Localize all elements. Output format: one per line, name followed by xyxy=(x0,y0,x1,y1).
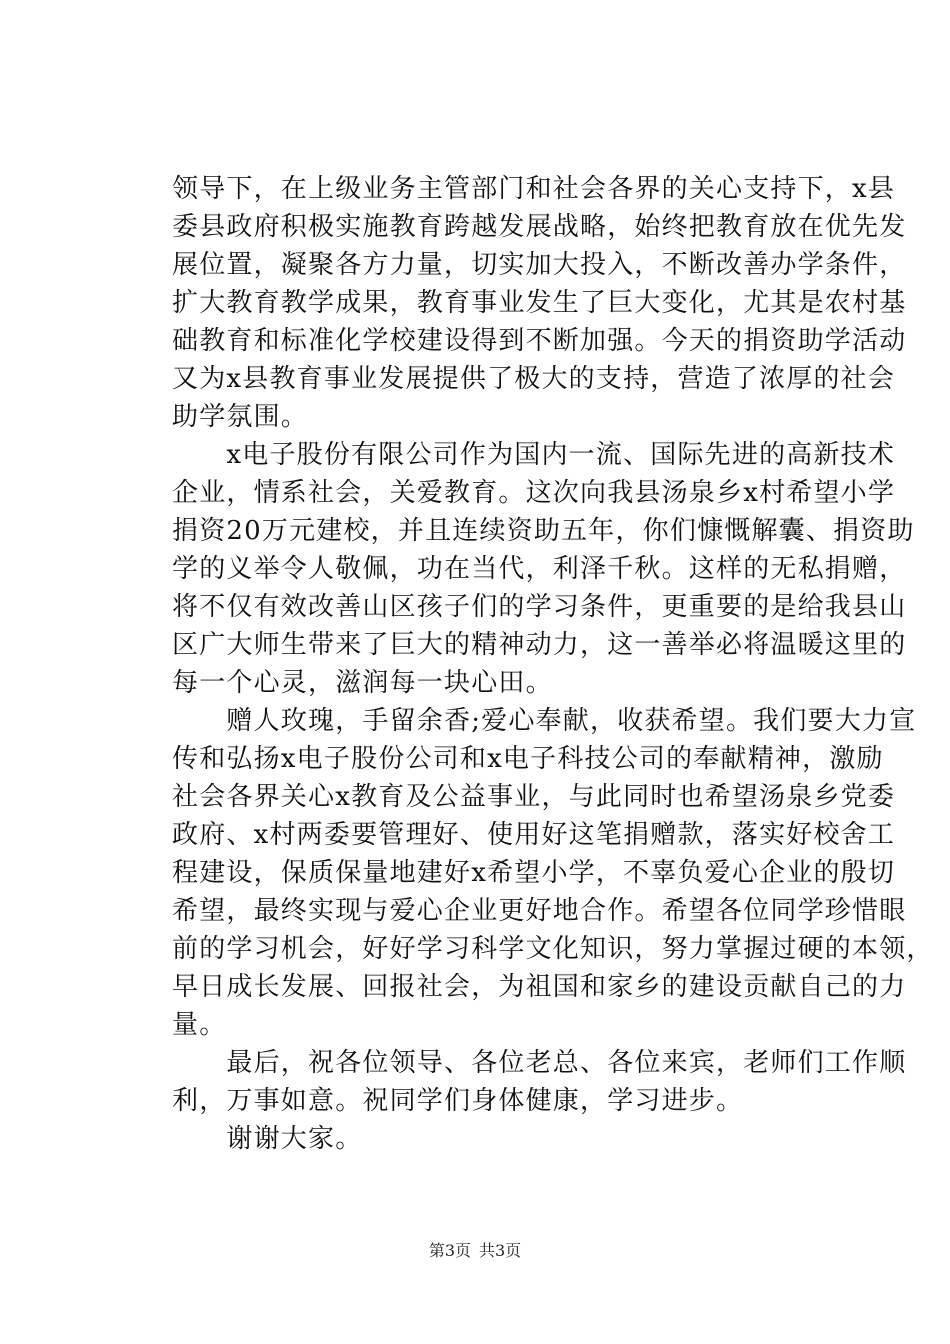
text-line: 谢谢大家。 xyxy=(172,1124,363,1154)
text-line: 赠人玫瑰，手留余香;爱心奉献，收获希望。我们要大力宣 xyxy=(172,706,917,736)
page-number: 第3页 xyxy=(428,1241,471,1260)
page-total: 共3页 xyxy=(479,1241,522,1260)
text-line: 最后，祝各位领导、各位老总、各位来宾，老师们工作顺 xyxy=(172,1048,907,1078)
text-line: 传和弘扬x电子股份公司和x电子科技公司的奉献精神，激励 xyxy=(172,744,884,774)
text-line: 前的学习机会，好好学习科学文化知识，努力掌握过硬的本领， xyxy=(172,934,934,964)
text-line: 委县政府积极实施教育跨越发展战略，始终把教育放在优先发 xyxy=(172,212,907,242)
text-line: 捐资20万元建校，并且连续资助五年，你们慷慨解囊、捐资助 xyxy=(172,516,915,546)
text-line: 每一个心灵，滋润每一块心田。 xyxy=(172,668,553,698)
text-line: 将不仅有效改善山区孩子们的学习条件，更重要的是给我县山 xyxy=(172,592,907,622)
text-line: 助学氛围。 xyxy=(172,402,309,432)
text-line: 早日成长发展、回报社会，为祖国和家乡的建设贡献自己的力 xyxy=(172,972,907,1002)
page-footer xyxy=(0,1240,950,1262)
text-line: 希望，最终实现与爱心企业更好地合作。希望各位同学珍惜眼 xyxy=(172,896,907,926)
text-line: 程建设，保质保量地建好x希望小学，不辜负爱心企业的殷切 xyxy=(172,858,896,888)
text-line: 企业，情系社会，关爱教育。这次向我县汤泉乡x村希望小学 xyxy=(172,478,896,508)
text-line: 展位置，凝聚各方力量，切实加大投入，不断改善办学条件， xyxy=(172,250,907,280)
text-line: 区广大师生带来了巨大的精神动力，这一善举必将温暖这里的 xyxy=(172,630,907,660)
text-line: 学的义举令人敬佩，功在当代，利泽千秋。这样的无私捐赠， xyxy=(172,554,907,584)
text-line: 利，万事如意。祝同学们身体健康，学习进步。 xyxy=(172,1086,744,1116)
text-line: 扩大教育教学成果，教育事业发生了巨大变化，尤其是农村基 xyxy=(172,288,907,318)
text-line: 政府、x村两委要管理好、使用好这笔捐赠款，落实好校舍工 xyxy=(172,820,896,850)
body-text xyxy=(172,170,934,1158)
text-line: 又为x县教育事业发展提供了极大的支持，营造了浓厚的社会 xyxy=(172,364,896,394)
text-line: x电子股份有限公司作为国内一流、国际先进的高新技术 xyxy=(172,440,896,470)
text-line: 量。 xyxy=(172,1010,227,1040)
text-line: 社会各界关心x教育及公益事业，与此同时也希望汤泉乡党委 xyxy=(172,782,896,812)
text-line: 领导下，在上级业务主管部门和社会各界的关心支持下，x县 xyxy=(172,174,896,204)
text-line: 础教育和标准化学校建设得到不断加强。今天的捐资助学活动 xyxy=(172,326,907,356)
